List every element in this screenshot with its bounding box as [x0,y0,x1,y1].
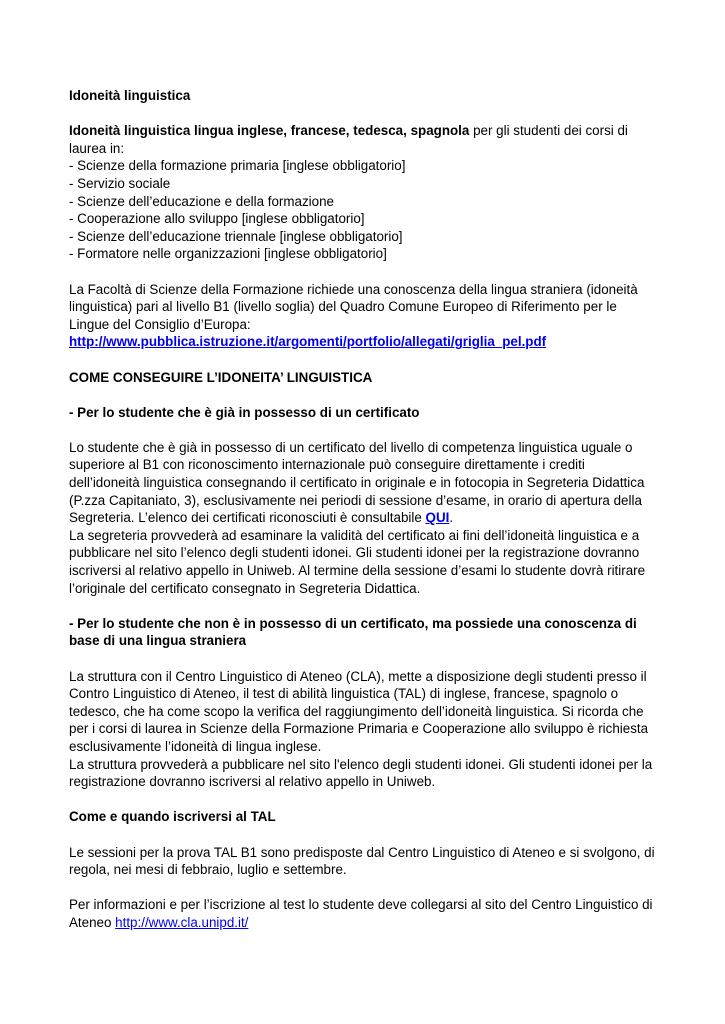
document-page [69,87,659,949]
case2-heading: - Per lo studente che non è in possesso di un certificato, ma possiede una conoscenza di base di una lingua straniera [69,615,637,649]
tal-paragraph-2 [69,896,659,931]
case2-paragraph-1: La struttura con il Centro Linguistico di Ateneo (CLA), mette a disposizione degli studenti presso il Contro Linguistico di Ateneo, il test di abilità linguistica (TAL) di inglese, francese, spagnolo o tedesco, che ha come scopo la verifica del raggiungimento dell’idoneità linguistica. Si ricorda che per i corsi di laurea in Scienze della Formazione Primaria e Cooperazione allo sviluppo è richiesta esclusivamente l’idoneità di lingua inglese. [69,668,649,754]
faculty-paragraph: La Facoltà di Scienze della Formazione richiede una conoscenza della lingua straniera (idoneità linguistica) pari al livello B1 (livello soglia) del Quadro Comune Europeo di Riferimento per le Lingue del Consiglio d’Europa: [69,281,638,332]
section-heading: COME CONSEGUIRE L’IDONEITA’ LINGUISTICA [69,369,373,385]
course-list [69,157,659,263]
intro-paragraph [69,122,659,157]
document-title: Idoneità linguistica [69,88,191,103]
case2-paragraph-2: La struttura provvederà a pubblicare nel sito l'elenco degli studenti idonei. Gli studenti idonei per la registrazione dovranno iscriversi al relativo appello in Uniweb. [69,756,653,790]
course-item: - Scienze della formazione primaria [inglese obbligatorio] [69,158,406,174]
case1-heading: - Per lo studente che è già in possesso di un certificato [69,404,420,420]
course-item: - Scienze dell’educazione e della formazione [69,193,334,209]
course-item: - Formatore nelle organizzazioni [inglese obbligatorio] [69,246,387,262]
course-item: - Cooperazione allo sviluppo [inglese obbligatorio] [69,211,365,227]
course-item: - Servizio sociale [69,175,171,191]
faculty-link[interactable]: http://www.pubblica.istruzione.it/argomenti/portfolio/allegati/griglia_pel.pdf [69,334,547,350]
case1-period: . [449,510,454,526]
tal-heading: Come e quando iscriversi al TAL [69,809,276,825]
case1-paragraph-1 [69,439,659,527]
case1-text: Lo studente che è già in possesso di un certificato del livello di competenza linguistica uguale o superiore al B1 con riconoscimento internazionale può conseguire direttamente i crediti dell’idoneità linguistica consegnando il certificato in originale e in fotocopia in Segreteria Didattica (P.zza Capitaniato, 3), esclusivamente nei periodi di sessione d’esame, in orario di apertura della Segreteria. L’elenco dei certificati riconosciuti è consultabile [69,439,645,526]
course-item: - Scienze dell’educazione triennale [inglese obbligatorio] [69,228,403,244]
case1-paragraph-2: La segreteria provvederà ad esaminare la validità del certificato ai fini dell’idoneità linguistica e a pubblicare nel sito l’elenco degli studenti idonei. Gli studenti idonei per la registrazione dovranno iscriversi al relativo appello in Uniweb. Al termine della sessione d’esami lo studente dovrà ritirare l’originale del certificato consegnato in Segreteria Didattica. [69,527,646,596]
tal-paragraph-1: Le sessioni per la prova TAL B1 sono predisposte dal Centro Linguistico di Ateneo e si svolgono, di regola, nei mesi di febbraio, luglio e settembre. [69,844,655,878]
intro-rest: per gli studenti dei corsi di laurea in: [69,123,628,156]
tal-text: Per informazioni e per l’iscrizione al test lo studente deve collegarsi al sito del Centro Linguistico di Ateneo [69,897,653,930]
cla-link[interactable]: http://www.cla.unipd.it/ [115,914,249,930]
intro-bold: Idoneità linguistica lingua inglese, francese, tedesca, spagnola [69,123,470,139]
qui-link[interactable]: QUI [425,510,450,526]
